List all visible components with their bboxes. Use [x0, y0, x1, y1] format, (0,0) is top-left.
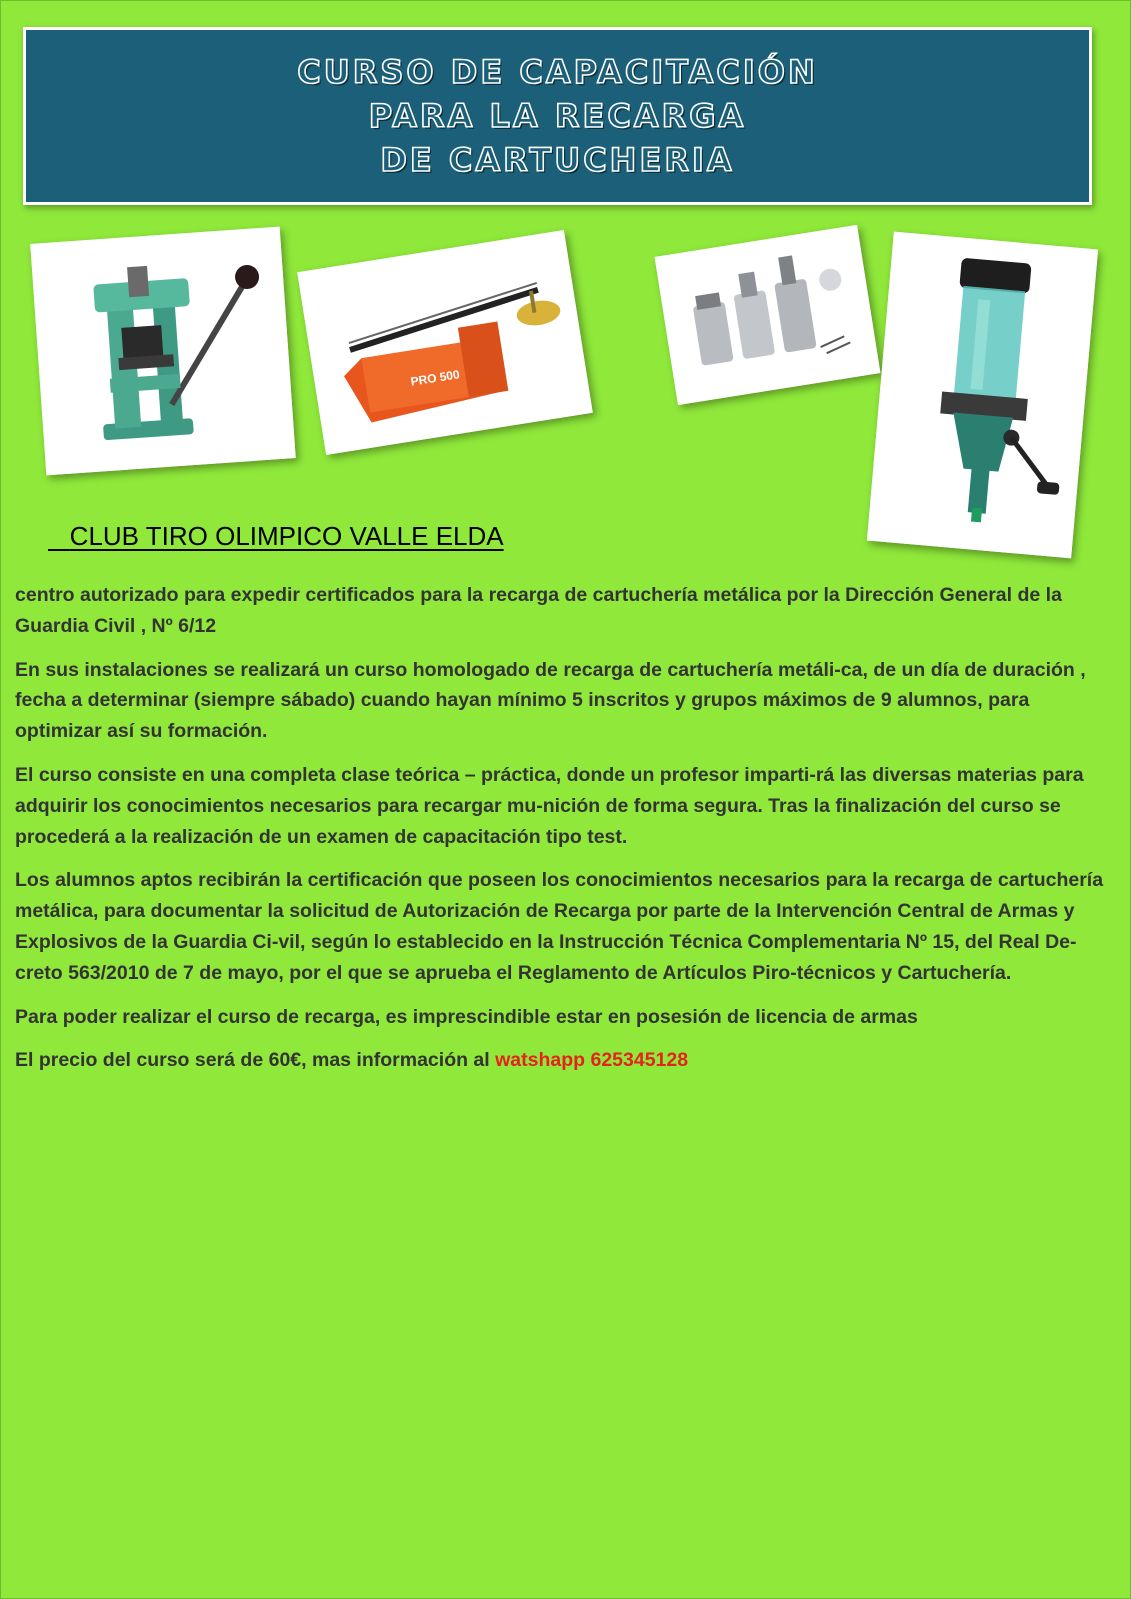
paragraph-certification: centro autorizado para expedir certificados para la recarga de cartuchería metálica por la Dirección General de la Guardia Civil , Nº 6/12	[15, 584, 1062, 637]
paragraph-requirements: Para poder realizar el curso de recarga, es imprescindible estar en posesión de licencia de armas	[15, 1005, 918, 1028]
reloading-press-photo	[30, 227, 296, 476]
whatsapp-contact[interactable]: watshapp 625345128	[495, 1049, 689, 1072]
club-name: CLUB TIRO OLIMPICO VALLE ELDA	[69, 521, 504, 551]
paragraph-course: En sus instalaciones se realizará un curso homologado de recarga de cartuchería metáli-ca, de un día de duración , fecha a determinar (siempre sábado) cuando hayan mínimo 5 inscritos y grupos máximos de 9 alumnos, para optimizar así su formación.	[15, 658, 1086, 743]
reloading-dies-icon	[655, 225, 881, 405]
title-line-3: DE CARTUCHERIA	[380, 141, 735, 179]
paragraph-contents: El curso consiste en una completa clase teórica – práctica, donde un profesor imparti-rá las diversas materias para adquirir los conocimientos necesarios para recargar mu-nición de forma segura. Tras la finalización del curso se procederá a la realización de un examen de capacitación tipo test.	[15, 763, 1084, 848]
scale-label: PRO 500	[409, 367, 461, 389]
title-line-1: CURSO DE CAPACITACIÓN	[297, 53, 818, 91]
powder-measure-photo	[867, 232, 1098, 559]
paragraph-price	[15, 1045, 1110, 1076]
powder-measure-icon	[867, 232, 1098, 559]
title-banner	[23, 27, 1092, 205]
price-text: El precio del curso será de 60€, mas información al	[15, 1049, 496, 1072]
paragraph-certificate: Los alumnos aptos recibirán la certificación que poseen los conocimientos necesarios para la recarga de cartuchería metálica, para documentar la solicitud de Autorización de Recarga por parte de la Intervención Central de Armas y Explosivos de la Guardia Ci-vil, según lo establecido en la Instrucción Técnica Complementaria Nº 15, del Real De-creto 563/2010 de 7 de mayo, por el que se aprueba el Reglamento de Artículos Piro-técnicos y Cartuchería.	[15, 869, 1104, 984]
reloading-dies-photo	[655, 225, 881, 405]
title-line-2: PARA LA RECARGA	[368, 97, 747, 135]
body-text	[15, 580, 1110, 1089]
reloading-press-icon	[30, 227, 296, 476]
